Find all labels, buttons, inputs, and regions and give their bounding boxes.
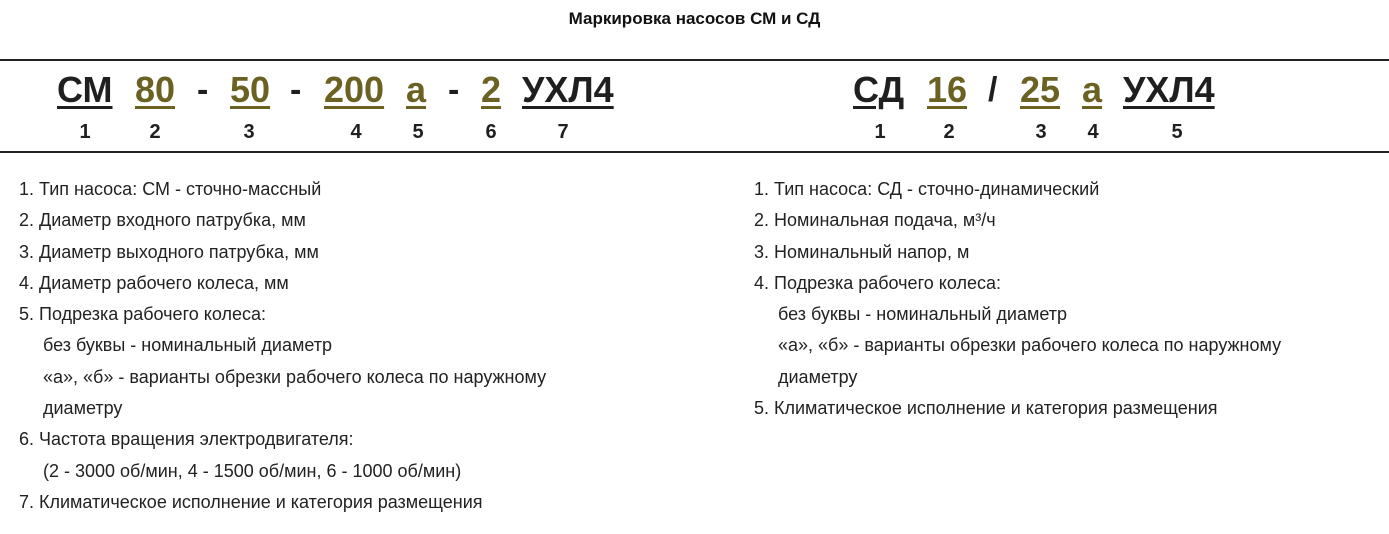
sm-legend-line: 1. Тип насоса: СМ - сточно-массный xyxy=(19,179,322,199)
sm-token-speed: 2 xyxy=(481,69,502,110)
sm-token-climate: УХЛ4 xyxy=(522,69,614,110)
page-title: Маркировка насосов СМ и СД xyxy=(568,9,821,28)
sd-index-3: 3 xyxy=(1035,121,1047,143)
bottom-divider xyxy=(0,151,1389,153)
sm-index-5: 5 xyxy=(412,121,424,143)
sd-legend-line: 1. Тип насоса: СД - сточно-динамический xyxy=(754,179,1100,199)
sd-legend-line: «а», «б» - варианты обрезки рабочего колеса по наружному xyxy=(778,335,1282,356)
sm-separator: - xyxy=(290,71,302,109)
sm-legend-line: 7. Климатическое исполнение и категория размещения xyxy=(19,491,483,512)
sd-token-climate: УХЛ4 xyxy=(1123,69,1215,110)
sm-index-7: 7 xyxy=(557,121,569,143)
sd-legend-line: 2. Номинальная подача, м³/ч xyxy=(754,210,996,231)
sm-token-impeller: 200 xyxy=(324,69,385,110)
sm-index-1: 1 xyxy=(79,121,91,143)
sm-legend-line: 5. Подрезка рабочего колеса: xyxy=(19,304,266,325)
top-divider xyxy=(0,59,1389,61)
sd-separator: / xyxy=(988,71,998,109)
sd-legend-line: 4. Подрезка рабочего колеса: xyxy=(754,272,1001,293)
sm-separator: - xyxy=(197,71,209,109)
sd-index-2: 2 xyxy=(943,121,955,143)
sm-legend-line: «а», «б» - варианты обрезки рабочего колеса по наружному xyxy=(43,366,547,387)
sm-index-2: 2 xyxy=(149,121,161,143)
sd-legend-line: без буквы - номинальный диаметр xyxy=(778,304,1068,325)
sd-token-head: 25 xyxy=(1020,69,1061,110)
sd-legend xyxy=(754,174,1281,424)
sm-legend xyxy=(19,174,546,518)
sm-index-3: 3 xyxy=(243,121,255,143)
sd-legend-line: 5. Климатическое исполнение и категория размещения xyxy=(754,398,1218,419)
sm-separator: - xyxy=(448,71,460,109)
sm-token-type: СМ xyxy=(57,69,113,110)
sm-token-inlet: 80 xyxy=(135,69,176,110)
sd-token-type: СД xyxy=(853,69,905,110)
sd-token-trim: а xyxy=(1082,69,1103,110)
sd-index-1: 1 xyxy=(874,121,886,143)
sm-index-4: 4 xyxy=(350,121,362,143)
sm-legend-line: 2. Диаметр входного патрубка, мм xyxy=(19,210,306,231)
sm-legend-line: диаметру xyxy=(43,398,123,419)
sm-legend-line: 6. Частота вращения электродвигателя: xyxy=(19,429,354,450)
sd-legend-line: диаметру xyxy=(778,366,858,387)
sd-designation xyxy=(0,68,1389,148)
sm-index-6: 6 xyxy=(485,121,497,143)
sm-legend-line: без буквы - номинальный диаметр xyxy=(43,335,333,356)
sm-legend-line: 3. Диаметр выходного патрубка, мм xyxy=(19,241,319,262)
sd-legend-line: 3. Номинальный напор, м xyxy=(754,241,970,262)
sm-legend-line: (2 - 3000 об/мин, 4 - 1500 об/мин, 6 - 1000 об/мин) xyxy=(43,460,462,481)
sd-index-5: 5 xyxy=(1171,121,1183,143)
sm-legend-line: 4. Диаметр рабочего колеса, мм xyxy=(19,272,289,293)
sd-index-4: 4 xyxy=(1087,121,1099,143)
sm-token-trim: а xyxy=(406,69,427,110)
sd-token-flow: 16 xyxy=(927,69,968,110)
sm-token-outlet: 50 xyxy=(230,69,271,110)
